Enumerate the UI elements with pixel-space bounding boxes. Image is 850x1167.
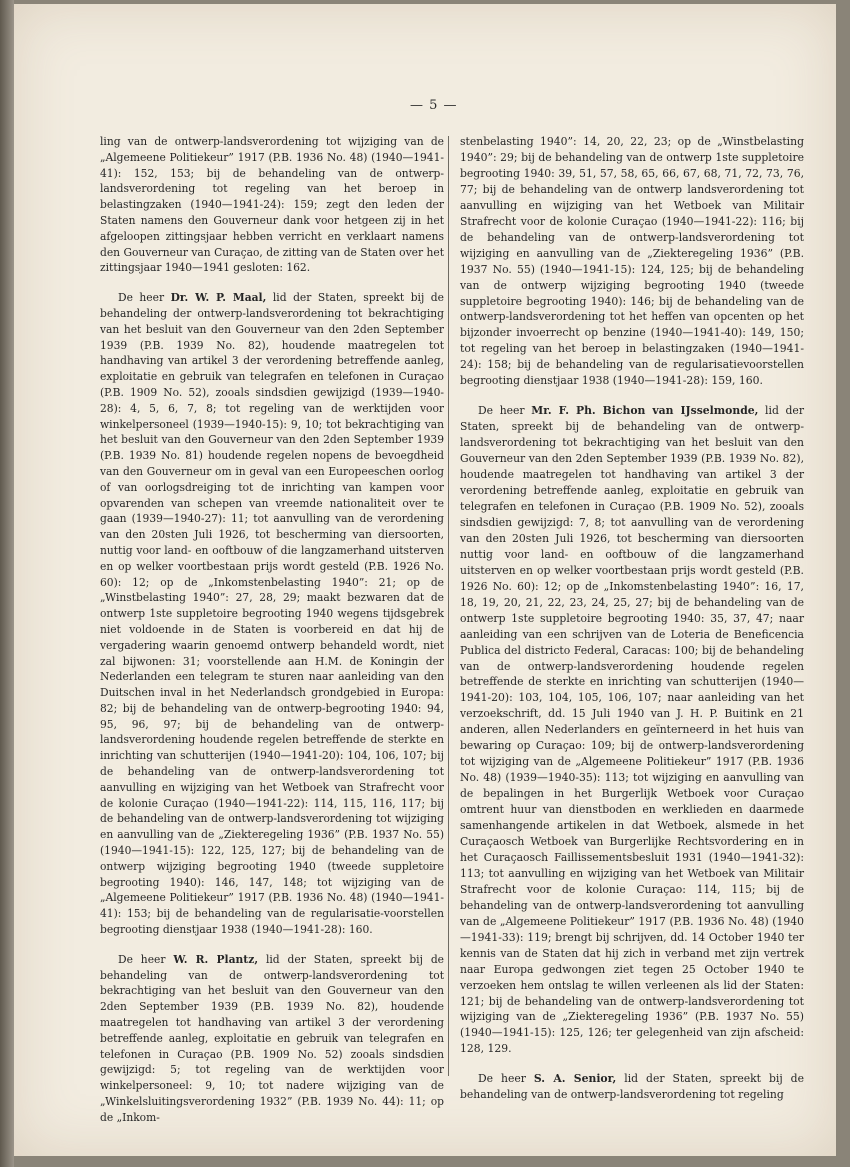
column-divider xyxy=(448,136,449,1076)
entry-intro: De heer xyxy=(478,1072,534,1086)
entry-body: lid der Staten, spreekt bij de behandeling van de ontwerp-landsverordening tot bekrachtiging van het besluit van den Gouverneur van den 2den September 1939 (P.B. 1939 No. 82), houdende maatregelen tot handhaving van artikel 3 der verordening betreffende aanleg, exploitatie en gebruik van telegrafen en telefonen in Curaçao (P.B. 1909 No. 52), zooals sindsdien gewijzigd: 7, 8; tot aanvulling van de verordening van den 20sten Juli 1926, tot bescherming van diersoorten nuttig voor land- en ooftbouw of die langzamerhand uitsterven en op welker voortbestaan prijs wordt gesteld (P.B. 1926 No. 60): 12; op de „Inkomstenbelasting 1940”: 16, 17, 18, 19, 20, 21, 22, 23, 24, 25, 27; bij de behandeling van de ontwerp 1ste suppletoire begrooting 1940: 35, 37, 47; naar aanleiding van een schrijven van de Loteria de Beneficencia Publica del districto Federal, Caracas: 100; bij de behandeling van de ontwerp-landsverordening houdende regelen betreffende de sterkte en inrichting van schutterijen (1940—1941-20): 103, 104, 105, 106, 107; naar aanleiding van het verzoekschrift, dd. 15 Juli 1940 van J. H. P. Buitink en 21 anderen, allen Nederlanders en geïnterneerd in het huis van bewaring op Curaçao: 109; bij de ontwerp-landsverordening tot wijziging van de „Algemeene Politiekeur” 1917 (P.B. 1936 No. 48) (1939—1940-35): 113; tot wijziging en aanvulling van de bepalingen in het Burgerlijk Wetboek voor Curaçao omtrent huur van dienstboden en werklieden en daarmede samenhangende artikelen in dat Wetboek, alsmede in het Curaçaosch Wetboek van Burgerlijke Rechtsvordering en in het Curaçaosch Faillissementsbesluit 1931 (1940—1941-32): 113; tot aanvulling en wijziging van het Wetboek van Militair Strafrecht voor de kolonie Curaçao: 114, 115; bij de behandeling van de ontwerp-landsverordening tot aanvulling van de „Algemeene Politiekeur” 1917 (P.B. 1936 No. 48) (1940—1941-33): 119; brengt bij schrijven, dd. 14 October 1940 ter kennis van de Staten dat hij zich in verband met zijn vertrek naar Europa gedwongen ziet tegen 25 October 1940 te verzoeken hem ontslag te willen verleenen als lid der Staten: 121; bij de behandeling van de ontwerp-landsverordening tot wijziging van de „Ziekteregeling 1936” (P.B. 1937 No. 55) (1940—1941-15): 125, 126; ter gelegenheid van zijn afscheid: 128, 129. xyxy=(460,404,804,1056)
speaker-entry-senior xyxy=(460,1071,804,1103)
speaker-entry-bichon xyxy=(460,403,804,1057)
entry-intro: De heer xyxy=(118,291,171,305)
paragraph-text: stenbelasting 1940”: 14, 20, 22, 23; op de „Winstbelasting 1940”: 29; bij de behandeling van de ontwerp 1ste suppletoire begrooting 1940: 39, 51, 57, 58, 65, 66, 67, 68, 71, 72, 73, 76, 77; bij de behandeling van de ontwerp landsverordening tot aanvulling en wijziging van het Wetboek van Militair Strafrecht voor de kolonie Curaçao (1940—1941-22): 116; bij de behandeling van de ontwerp-landsverordening tot wijziging en aanvulling van de „Ziekteregeling 1936” (P.B. 1937 No. 55) (1940—1941-15): 124, 125; bij de behandeling van de ontwerp wijziging begrooting 1940 (tweede suppletoire begrooting 1940): 146; bij de behandeling van de ontwerp-landsverordening tot het heffen van opcenten op het bijzonder invoerrecht op benzine (1940—1941-40): 149, 150; tot regeling van het beroep in belastingzaken (1940—1941-24): 158; bij de behandeling van de regularisatievoorstellen begrooting dienstjaar 1938 (1940—1941-28): 159, 160. xyxy=(460,135,804,388)
document-page xyxy=(14,4,836,1156)
entry-intro: De heer xyxy=(478,404,532,418)
left-column xyxy=(100,134,444,1140)
entry-intro: De heer xyxy=(118,952,174,966)
speaker-entry-plantz xyxy=(100,952,444,1126)
speaker-name: Mr. F. Ph. Bichon van IJsselmonde, xyxy=(531,404,759,418)
paragraph-text: ling van de ontwerp-landsverordening tot wijziging van de „Algemeene Politiekeur” 1917 (P.B. 1936 No. 48) (1940—1941-41): 152, 153; bij de behandeling van de ontwerp-landsverordening tot regeling van het beroep in belastingzaken (1940—1941-24): 159; zegt den leden der Staten namens den Gouverneur dank voor hetgeen zij in het afgeloopen zittingsjaar hebben verricht en verklaart namens den Gouverneur van Curaçao, de zitting van de Staten over het zittingsjaar 1940—1941 gesloten: 162. xyxy=(100,135,444,275)
entry-body: lid der Staten, spreekt bij de behandeling der ontwerp-landsverordening tot bekrachtiging van het besluit van den Gouverneur van den 2den September 1939 (P.B. 1939 No. 82), houdende maatregelen tot handhaving van artikel 3 der verordening betreffende aanleg, exploitatie en gebruik van telegrafen en telefonen in Curaçao (P.B. 1909 No. 52), zooals sindsdien gewijzigd (1939—1940-28): 4, 5, 6, 7, 8; tot regeling van de werktijden voor winkelpersoneel (1939—1940-15): 9, 10; tot bekrachtiging van het besluit van den Gouverneur van den 2den September 1939 (P.B. 1939 No. 81) houdende regelen nopens de bevoegdheid van den Gouverneur om in geval van een Europeeschen oorlog of van oorlogsdreiging tot de inrichting van kampen voor opvarenden van schepen van vreemde nationaliteit over te gaan (1939—1940-27): 11; tot aanvulling van de verordening van den 20sten Juli 1926, tot bescherming van diersoorten, nuttig voor land- en ooftbouw of die langzamerhand uitsterven en op welker voortbestaan prijs wordt gesteld (P.B. 1926 No. 60): 12; op de „Inkomstenbelasting 1940”: 21; op de „Winstbelasting 1940”: 27, 28, 29; maakt bezwaren dat de ontwerp 1ste suppletoire begrooting 1940 wegens tijdsgebrek niet voldoende in de Staten is voorbereid en dat hij de vergadering waarin genoemd ontwerp behandeld wordt, niet zal bijwonen: 31; voorstellende aan H.M. de Koningin der Nederlanden een telegram te sturen naar aanleiding van den Duitschen inval in het Nederlandsch grondgebied in Europa: 82; bij de behandeling van de ontwerp-begrooting 1940: 94, 95, 96, 97; bij de behandeling van de ontwerp-landsverordening houdende regelen betreffende de sterkte en inrichting van schutterijen (1940—1941-20): 104, 106, 107; bij de behandeling van de ontwerp-landsverordening tot aanvulling en wijziging van het Wetboek van Strafrecht voor de kolonie Curaçao (1940—1941-22): 114, 115, 116, 117; bij de behandeling van de ontwerp-landsverordening tot wijziging en aanvulling van de „Ziekteregeling 1936” (P.B. 1937 No. 55) (1940—1941-15): 122, 125, 127; bij de behandeling van de ontwerp wijziging begrooting 1940 (tweede suppletoire begrooting 1940): 146, 147, 148; tot wijziging van de „Algemeene Politiekeur” 1917 (P.B. 1936 No. 48) (1940—1941-41): 153; bij de behandeling van de regularisatie-voorstellen begrooting dienstjaar 1938 (1940—1941-28): 160. xyxy=(100,291,444,937)
entry-body: lid der Staten, spreekt bij de behandeling van de ontwerp-landsverordening tot regeling xyxy=(460,1072,804,1102)
continuation-paragraph xyxy=(460,134,804,389)
entry-body: lid der Staten, spreekt bij de behandeling van de ontwerp-landsverordening tot bekrachtiging van het besluit van den Gouverneur van den 2den September 1939 (P.B. 1939 No. 82), houdende maatregelen tot handhaving van artikel 3 der verordening betreffende aanleg, exploitatie en gebruik van telegrafen en telefonen in Curaçao (P.B. 1909 No. 52) zooals sindsdien gewijzigd: 5; tot regeling van de werktijden voor winkelpersoneel: 9, 10; tot nadere wijziging van de „Winkelsluitingsverordening 1932” (P.B. 1939 No. 44): 11; op de „Inkom- xyxy=(100,952,444,1124)
speaker-name: S. A. Senior, xyxy=(533,1072,617,1086)
continuation-paragraph xyxy=(100,134,444,276)
speaker-name: Dr. W. P. Maal, xyxy=(170,291,267,305)
binding-edge xyxy=(0,0,14,1167)
speaker-name: W. R. Plantz, xyxy=(173,952,259,966)
page-number: — 5 — xyxy=(410,98,458,113)
right-column xyxy=(460,134,804,1117)
speaker-entry-maal xyxy=(100,290,444,938)
